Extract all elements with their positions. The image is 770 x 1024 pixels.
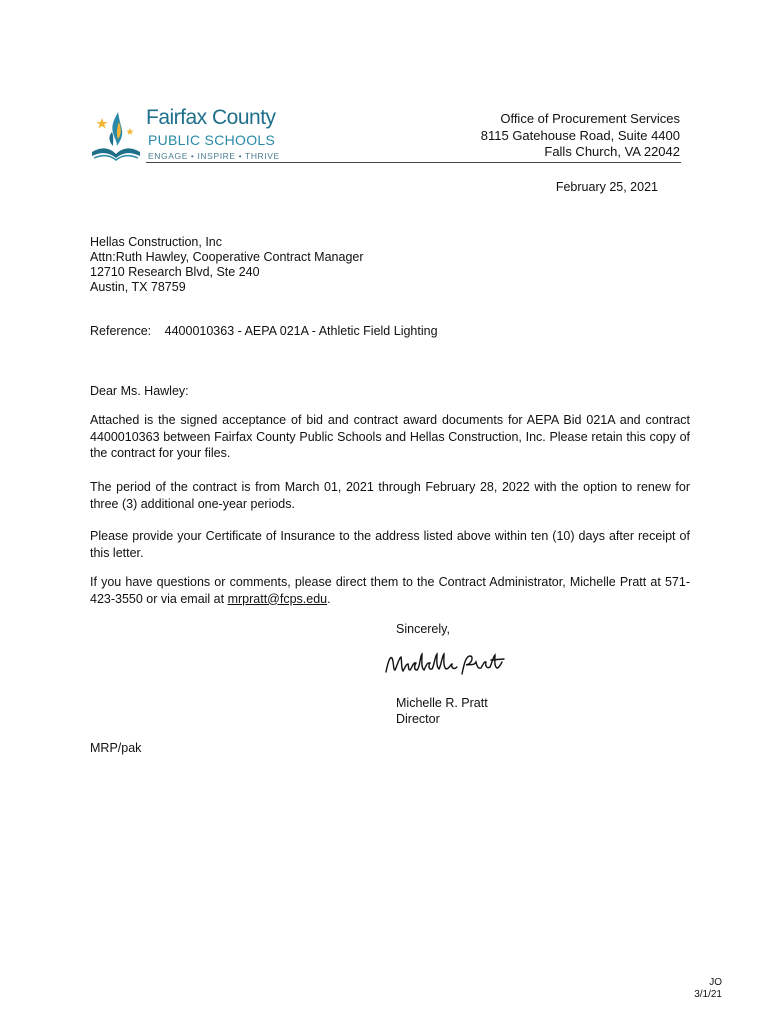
paragraph-contact (90, 574, 690, 607)
contact-text: If you have questions or comments, please direct them to the Contract Administrator, Michelle Pratt at 571-423-3550 or via email at (90, 575, 690, 606)
contact-period: . (327, 591, 331, 606)
closing: Sincerely, (396, 622, 450, 636)
header-divider (146, 162, 681, 163)
email-link[interactable]: mrpratt@fcps.edu (227, 591, 328, 606)
signer-name: Michelle R. Pratt (396, 696, 488, 710)
reference-line (90, 324, 438, 338)
recipient-address (90, 235, 364, 295)
handwritten-signature (378, 648, 510, 682)
office-city: Falls Church, VA 22042 (544, 144, 680, 159)
footer-note (694, 977, 722, 1001)
signer-title: Director (396, 711, 440, 726)
office-street: 8115 Gatehouse Road, Suite 4400 (480, 127, 680, 143)
logo-subtitle: PUBLIC SCHOOLS (148, 132, 276, 148)
salutation: Dear Ms. Hawley: (90, 384, 189, 398)
reference-label: Reference: (90, 324, 152, 338)
recipient-attn: Attn:Ruth Hawley, Cooperative Contract Manager (90, 250, 364, 264)
signer-block (396, 696, 488, 727)
footer-initials: JO (709, 977, 722, 988)
letter-date: February 25, 2021 (555, 180, 658, 194)
paragraph-period: The period of the contract is from March 01, 2021 through February 28, 2022 with the option to renew for three (3) additional one-year periods. (90, 480, 690, 511)
recipient-company: Hellas Construction, Inc (90, 235, 223, 249)
reference-value: 4400010363 - AEPA 021A - Athletic Field Lighting (164, 324, 438, 338)
typist-initials: MRP/pak (90, 741, 142, 755)
paragraph-insurance: Please provide your Certificate of Insurance to the address listed above within ten (10) days after receipt of this letter. (90, 529, 690, 560)
logo-title: Fairfax County (146, 106, 276, 129)
logo-tagline: ENGAGE • INSPIRE • THRIVE (148, 151, 280, 161)
footer-date: 3/1/21 (694, 989, 722, 1000)
recipient-city: Austin, TX 78759 (90, 280, 186, 294)
office-name: Office of Procurement Services (500, 111, 680, 126)
fcps-logo (88, 104, 308, 164)
recipient-street: 12710 Research Blvd, Ste 240 (90, 265, 260, 279)
office-address (481, 111, 680, 161)
paragraph-award: Attached is the signed acceptance of bid and contract award documents for AEPA Bid 021A and contract 4400010363 between Fairfax County Public Schools and Hellas Construction, Inc. Please retain this copy of the contract for your files. (90, 413, 690, 460)
open-book-torch-icon (88, 108, 144, 164)
